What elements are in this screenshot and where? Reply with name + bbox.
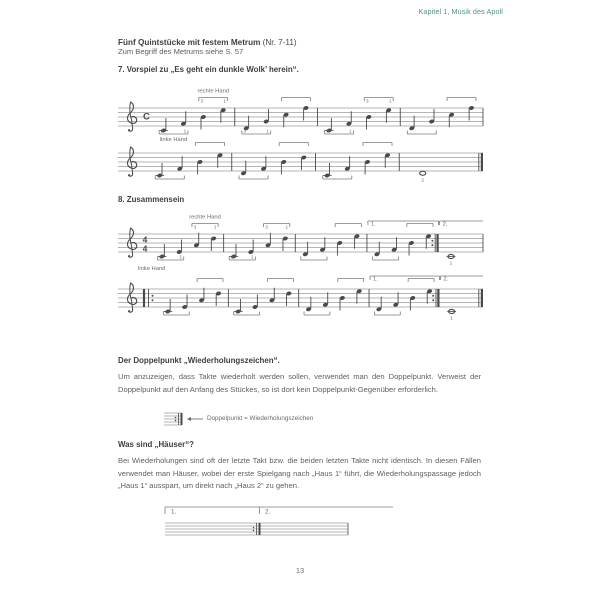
svg-text:4: 4 (142, 234, 148, 245)
svg-text:3: 3 (366, 98, 369, 104)
svg-text:3: 3 (193, 224, 197, 230)
svg-text:1: 1 (349, 128, 352, 134)
svg-text:1: 1 (285, 224, 289, 230)
doppelpunkt-paragraph: Um anzuzeigen, dass Takte wiederholt werden sollen, verwendet man den Doppelpunkt. Verweist der Doppelpunkt auf den Anfang des Stückes, so ist dort kein Doppelpunkt-Gegenüber erforderlich. (118, 372, 481, 394)
haeuser-paragraph: Bei Wiederholungen sind oft der letzte Takt bzw. die beiden letzten Takte nicht identisch. In diesen Fällen verwendet man Häuser, wobei der erste Spielgang nach „Haus 1“ führt, die Wiederholungspassage jedoch „Haus 1“ ausspart, um direkt nach „Haus 2“ zu gehen. (118, 456, 481, 491)
svg-text:3: 3 (326, 128, 329, 134)
svg-text:1: 1 (449, 261, 453, 267)
svg-text:1: 1 (183, 128, 187, 134)
svg-text:1.: 1. (370, 221, 376, 228)
svg-text:1: 1 (179, 254, 183, 260)
svg-text:1: 1 (388, 98, 392, 104)
svg-text:2.: 2. (443, 276, 449, 283)
repeat-sign-example-label: Doppelpunkt = Wiederholungszeichen (207, 415, 314, 422)
repeat-sign-example (160, 408, 208, 434)
music-system-piece8-line1 (112, 210, 488, 268)
houses-staff-example (160, 501, 400, 541)
svg-text:1: 1 (266, 128, 269, 134)
svg-text:1.: 1. (171, 508, 177, 516)
music-system-piece7-line2 (112, 140, 488, 194)
section-title-bold: Fünf Quintstücke mit festem Metrum (118, 38, 261, 47)
svg-text:3: 3 (200, 98, 204, 104)
music-system-piece8-line2 (112, 262, 488, 324)
piece8-heading: 8. Zusammensein (118, 195, 185, 204)
piece7-heading: 7. Vorspiel zu „Es geht ein dunkle Wolk’ herein“. (118, 65, 299, 74)
svg-text:3: 3 (160, 128, 164, 134)
svg-text:linke Hand: linke Hand (159, 137, 188, 143)
svg-text:rechte Hand: rechte Hand (189, 214, 221, 221)
svg-text:C: C (143, 111, 150, 123)
svg-text:3: 3 (265, 224, 268, 230)
svg-text:1.: 1. (373, 276, 378, 283)
svg-text:linke Hand: linke Hand (138, 266, 166, 272)
svg-text:4: 4 (142, 243, 148, 254)
section-title-tail: (Nr. 7-11) (260, 38, 297, 47)
svg-text:3: 3 (159, 254, 162, 260)
svg-text:3: 3 (230, 254, 234, 260)
svg-text:1: 1 (213, 224, 217, 230)
svg-text:3: 3 (243, 128, 247, 134)
section-subtitle: Zum Begriff des Metrums siehe S. 57 (118, 47, 244, 56)
svg-text:1: 1 (251, 254, 254, 260)
chapter-header: Kapitel 1, Musik des Apoll (418, 7, 503, 16)
svg-text:2.: 2. (265, 508, 271, 516)
page-number: 13 (295, 566, 305, 575)
doppelpunkt-heading: Der Doppelpunkt „Wiederholungszeichen“. (118, 356, 280, 365)
svg-text:rechte Hand: rechte Hand (197, 88, 230, 95)
haeuser-heading: Was sind „Häuser“? (118, 440, 195, 449)
svg-text:1: 1 (450, 316, 453, 322)
svg-text:1: 1 (223, 98, 226, 104)
svg-text:2.: 2. (442, 221, 448, 228)
svg-text:2: 2 (421, 178, 425, 184)
